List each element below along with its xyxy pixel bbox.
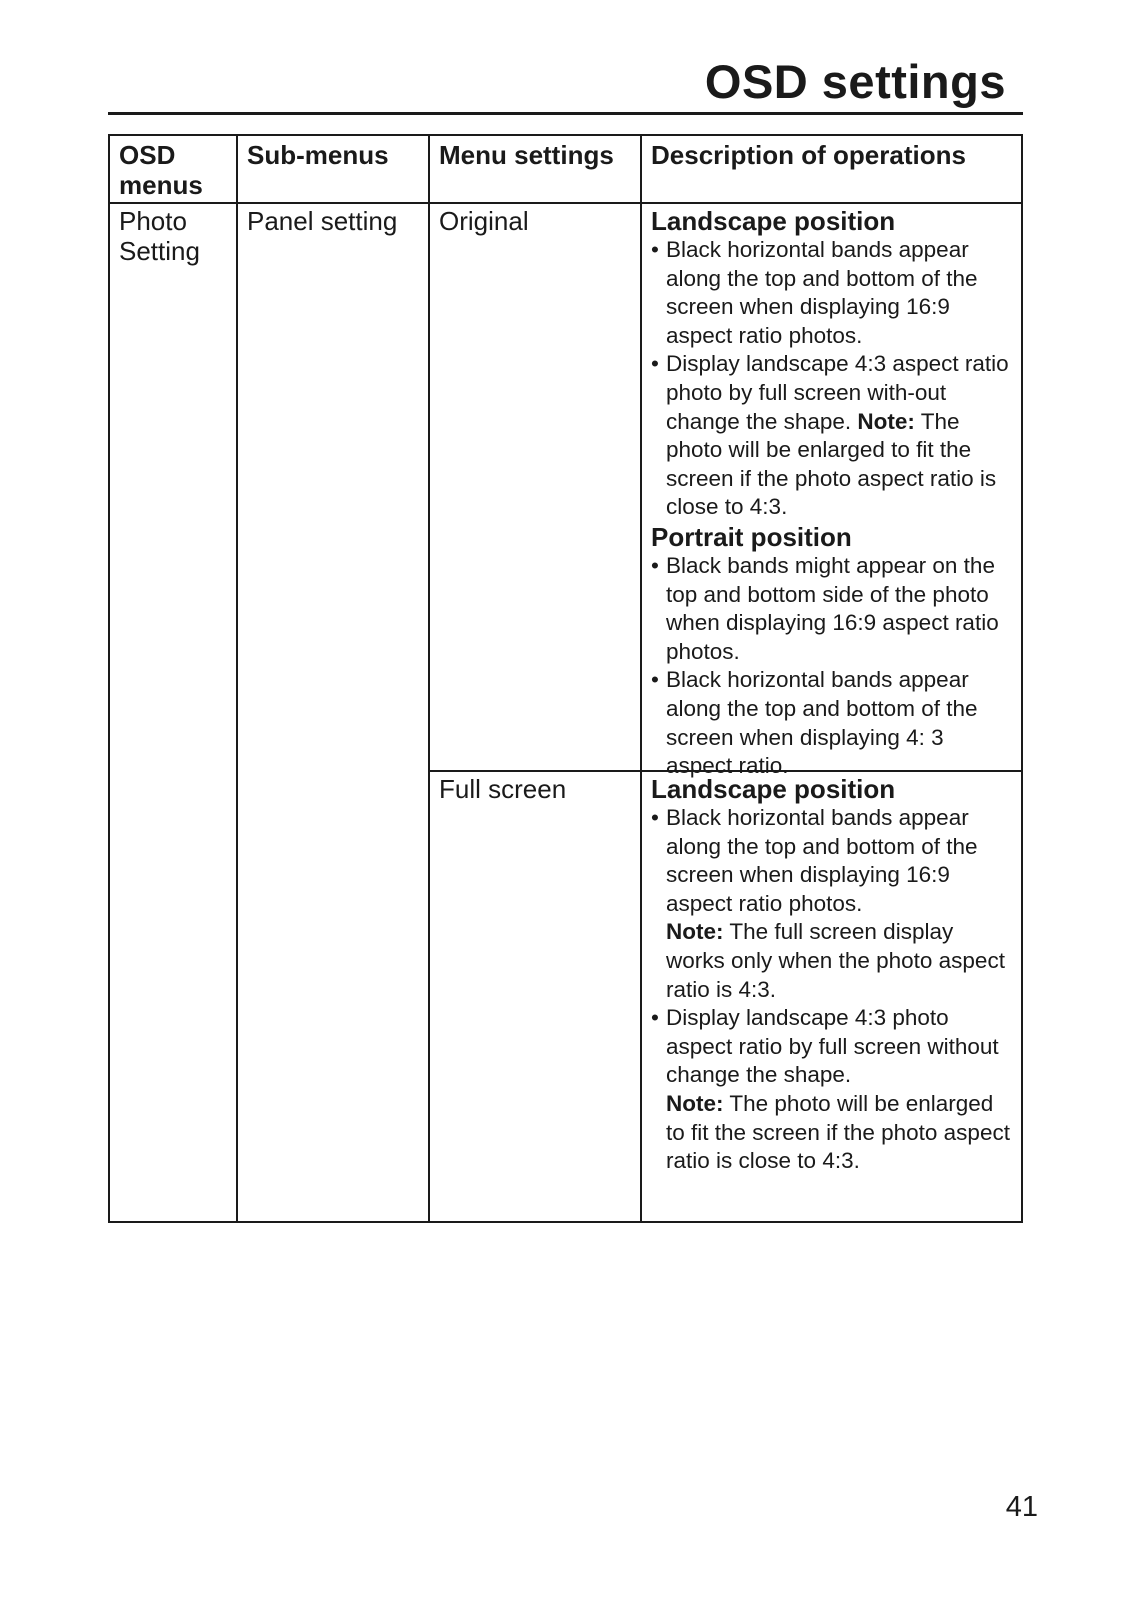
description-bullet: • Black horizontal bands appear along the top and bottom of the screen when displaying 16:9 aspect ratio photos.: [651, 236, 1016, 350]
description-bullet: [651, 350, 1016, 522]
note-line: [651, 918, 1016, 1004]
description-full-screen: [651, 774, 1016, 1176]
note-text: The full screen display works only when the photo aspect ratio is 4:3.: [666, 919, 1005, 1002]
header-divider: [110, 202, 1021, 204]
note-label: Note:: [857, 408, 915, 434]
osd-menu-cell: Photo Setting: [119, 206, 200, 266]
header-osd-menus: OSD menus: [119, 140, 203, 200]
column-divider: [428, 136, 430, 1221]
header-sub-menus: Sub-menus: [247, 140, 389, 170]
osd-settings-table: [108, 134, 1023, 1223]
menu-setting-full-screen: Full screen: [439, 774, 567, 804]
description-bullet: • Display landscape 4:3 photo aspect ratio by full screen without change the shape.: [651, 1004, 1016, 1090]
description-original: [651, 206, 1016, 781]
description-bullet: • Black horizontal bands appear along the top and bottom of the screen when displaying 4: 3 aspect ratio.: [651, 666, 1016, 780]
page-title: OSD settings: [704, 55, 1006, 108]
note-line: [651, 1090, 1016, 1176]
column-divider: [640, 136, 642, 1221]
title-rule: [108, 112, 1023, 115]
header-description: Description of operations: [651, 140, 966, 170]
sub-menu-cell: Panel setting: [247, 206, 398, 236]
note-text: The photo will be enlarged to fit the screen if the photo aspect ratio is close to 4:3.: [666, 1090, 1010, 1174]
landscape-heading: Landscape position: [651, 206, 896, 236]
bullet-text: Display landscape 4:3 aspect ratio photo by full screen with-out change the shape.: [666, 351, 1009, 434]
landscape-heading: Landscape position: [651, 774, 896, 804]
note-text: The photo will be enlarged to fit the screen if the photo aspect ratio is close to 4:3.: [666, 408, 997, 520]
description-bullet: • Black bands might appear on the top and bottom side of the photo when displaying 16:9 aspect ratio photos.: [651, 552, 1016, 666]
note-label: Note:: [666, 919, 724, 945]
portrait-heading: Portrait position: [651, 521, 852, 552]
page-number: 41: [1005, 1491, 1038, 1523]
column-divider: [236, 136, 238, 1221]
header-menu-settings: Menu settings: [439, 140, 614, 170]
menu-setting-original: Original: [439, 206, 529, 236]
description-bullet: • Black horizontal bands appear along the top and bottom of the screen when displaying 16:9 aspect ratio photos.: [651, 804, 1016, 918]
note-label: Note:: [666, 1090, 724, 1116]
